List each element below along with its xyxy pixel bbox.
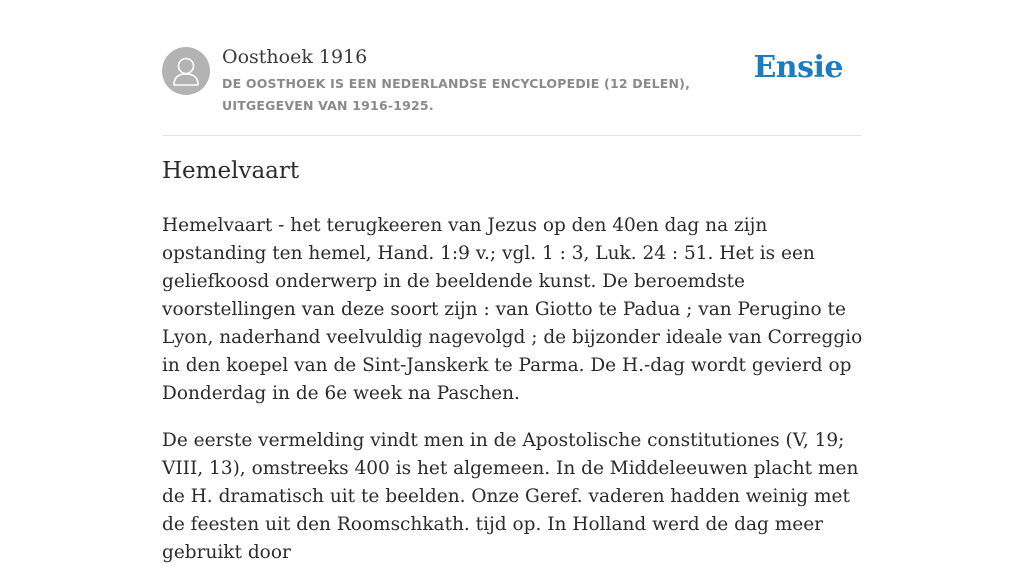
source-avatar[interactable] [162,47,210,95]
article-body [162,212,867,586]
article-title: Hemelvaart [162,158,300,184]
article-paragraph: De eerste vermelding vindt men in de Apostolische constitutiones (V, 19; VIII, 13), omstreeks 400 is het algemeen. In de Middeleeuwen placht men de H. dramatisch uit te beelden. Onze Geref. vaderen hadden weinig met de feesten uit den Roomschkath. tijd op. In Holland werd de dag meer gebruikt door [162,430,859,563]
source-title[interactable]: Oosthoek 1916 [222,46,368,68]
ensie-logo-link[interactable]: Ensie [753,50,843,85]
user-silhouette-icon [162,47,210,95]
article-paragraph: Hemelvaart - het terugkeeren van Jezus op den 40en dag na zijn opstanding ten hemel, Hand. 1:9 v.; vgl. 1 : 3, Luk. 24 : 51. Het is een geliefkoosd onderwerp in de beeldende kunst. De beroemdste voorstellingen van deze soort zijn : van Giotto te Padua ; van Perugino te Lyon, naderhand veelvuldig nagevolgd ; de bijzonder ideale van Correggio in den koepel van de Sint-Janskerk te Parma. De H.-dag wordt gevierd op Donderdag in de 6e week na Paschen. [162,215,863,404]
source-description: DE OOSTHOEK IS EEN NEDERLANDSE ENCYCLOPEDIE (12 DELEN), UITGEGEVEN VAN 1916-1925. [222,76,691,113]
source-header [162,44,862,136]
